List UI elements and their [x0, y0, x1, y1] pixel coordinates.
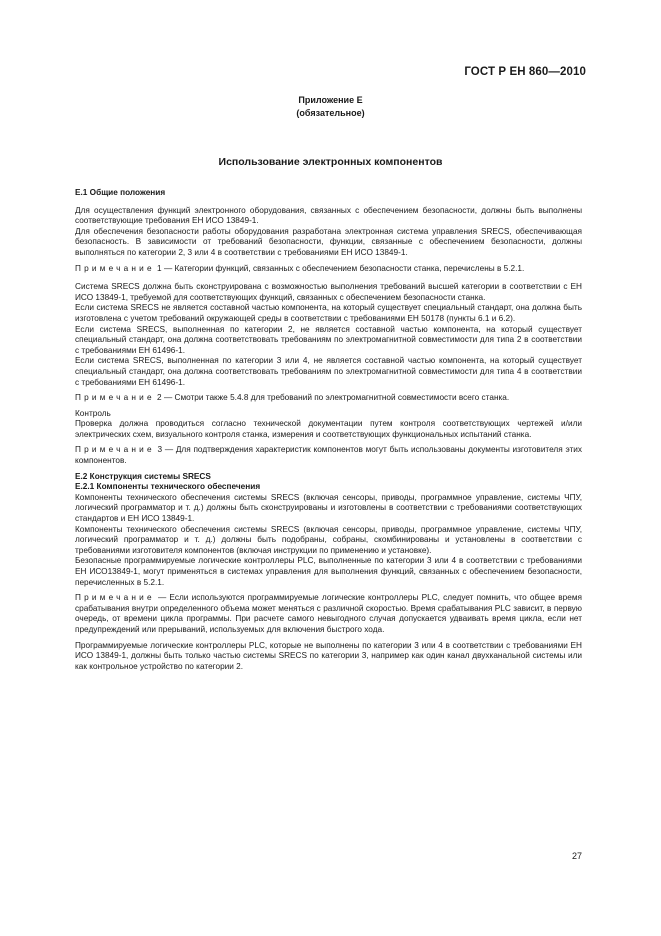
- note-plc: [75, 593, 582, 635]
- paragraph: Если система SRECS не является составной частью компонента, на который существует специальный стандарт, она должна быть изготовлена с учетом требований окружающей среды в соответствии с требованиями ЕН 50178 (пункты 6.1 и 6.2).: [75, 303, 582, 323]
- paragraph: Если система SRECS, выполненная по категории 3 или 4, не является составной частью компонента, на который существует специальный стандарт, она должна соответствовать требованиям по электромагнитной совместимости для типа 4 в соответствии с требованиями ЕН 61496-1.: [75, 356, 582, 387]
- note-label: Примечание: [75, 445, 155, 455]
- note-text: 1 — Категории функций, связанных с обеспечением безопасности станка, перечислены в 5.2.1.: [154, 263, 525, 273]
- control-text: Проверка должна проводиться согласно технической документации путем контроля соответствующих чертежей и/или электрических схем, визуального контроля станка, измерения и соответствующих функциональных испытаний станка.: [75, 419, 582, 439]
- section-heading-e2: Е.2 Конструкция системы SRECS: [75, 471, 211, 481]
- paragraph: Для осуществления функций электронного оборудования, связанных с обеспечением безопасности, должны быть выполнены соответствующие требования ЕН ИСО 13849-1.: [75, 205, 582, 226]
- note-text: 2 — Смотри также 5.4.8 для требований по электромагнитной совместимости всего станка.: [154, 393, 510, 403]
- note-text: — Если используются программируемые логические контроллеры PLC, следует помнить, что общее время срабатывания внутри определенного объема может меняться с различной скоростью. Время срабатывания PLC зависит, в первую очередь, от времени цикла программы. При расчете самого невыгодного случая допускается удваивать время цикла, если нет предупреждений или прерываний, используемых для включения быстрого хода.: [75, 593, 582, 634]
- note-label: Примечание: [75, 263, 155, 273]
- annex-label: Приложение Е: [298, 95, 363, 105]
- paragraph: Программируемые логические контроллеры PLC, которые не выполнены по категории 3 или 4 в соответствии с требованиями ЕН ИСО 13849-1, должны быть только частью системы SRECS по категории 3, например как один канал двухканальной системы или как контрольное устройство по категории 2.: [75, 640, 582, 671]
- subsection-heading-e21: Е.2.1 Компоненты технического обеспечения: [75, 482, 261, 492]
- note-label: Примечание: [75, 393, 155, 403]
- paragraph: Компоненты технического обеспечения системы SRECS (включая сенсоры, приводы, программное управление, системы ЧПУ, логический программатор и т. д.) должны быть сконструированы и изготовлены в соответствии с требованиями соответствующих стандартов и ЕН ИСО 13849-1.: [75, 492, 582, 524]
- note-text: 3 — Для подтверждения характеристик компонентов могут быть использованы документы изготовителя этих компонентов.: [75, 445, 582, 466]
- note-2: [75, 393, 582, 404]
- note-3: [75, 445, 582, 466]
- paragraph: Для обеспечения безопасности работы оборудования разработана электронная система управления SRECS, обеспечивающая безопасность. В зависимости от требований безопасности, функции, связанные с обеспечением безопасности, должны выполняться по категории 2, 3 или 4 в соответствии с требованиями ЕН ИСО 13849-1.: [75, 226, 582, 257]
- control-label: Контроль: [75, 408, 111, 418]
- section-heading-e1: Е.1 Общие положения: [75, 188, 166, 197]
- paragraph: Компоненты технического обеспечения системы SRECS (включая сенсоры, приводы, программное управление, системы ЧПУ, логический программатор и т. д.) должны быть подобраны, собраны, скомбинированы и установлены в соответствии с требованиями изготовителя компонентов (включая инструкции по применению и установке).: [75, 524, 582, 555]
- page-title: Использование электронных компонентов: [218, 156, 443, 168]
- paragraph: Если система SRECS, выполненная по категории 2, не является составной частью компонента, на который существует специальный стандарт, она должна соответствовать требованиям по электромагнитной совместимости для типа 2 в соответствии с требованиями ЕН 61496-1.: [75, 324, 582, 355]
- page-number: 27: [571, 851, 582, 861]
- note-label: Примечание: [75, 593, 155, 603]
- note-1: [75, 264, 582, 275]
- paragraph: Система SRECS должна быть сконструирована с возможностью выполнения требований высшей категории в соответствии с ЕН ИСО 13849-1, требуемой для соответствующих функций, связанных с обеспечением безопасности станка.: [75, 282, 582, 302]
- standard-number: ГОСТ Р ЕН 860—2010: [464, 66, 586, 78]
- paragraph: Безопасные программируемые логические контроллеры PLC, выполненные по категории 3 или 4 в соответствии с требованиями ЕН ИСО13849-1, могут применяться в системах управления для выполнения функций, связанных с обеспечением безопасности, перечисленных в 5.2.1.: [75, 556, 582, 587]
- document-body: [75, 188, 582, 672]
- annex-header: [0, 94, 661, 120]
- annex-status: (обязательное): [296, 108, 365, 118]
